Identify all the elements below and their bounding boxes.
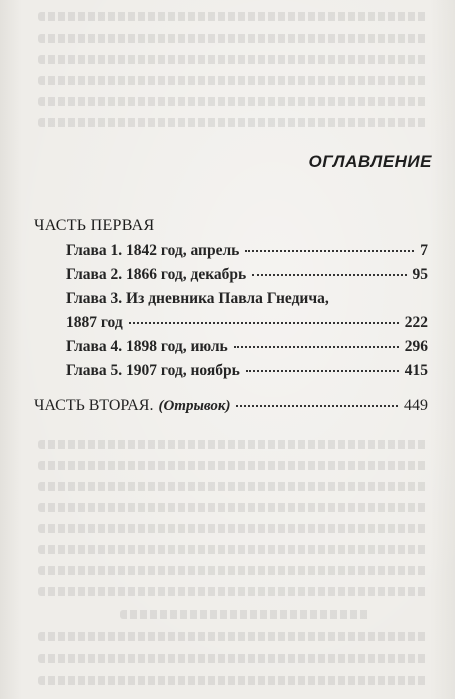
chapter-label: Глава 5. 1907 год, ноябрь	[66, 362, 240, 379]
bleed-through-line	[38, 545, 428, 554]
bleed-through-line	[38, 676, 428, 685]
bleed-through-line	[38, 440, 428, 449]
bleed-through-line	[38, 76, 428, 85]
dot-leader	[245, 248, 414, 252]
chapter-page-number: 415	[404, 362, 428, 379]
toc-heading: ОГЛАВЛЕНИЕ	[308, 152, 432, 171]
bleed-through-line	[120, 610, 370, 619]
bleed-through-line	[38, 566, 428, 575]
toc-entry-chapter-1[interactable]	[66, 242, 428, 260]
chapter-page-number: 296	[404, 338, 428, 355]
dot-leader	[234, 344, 399, 348]
bleed-through-line	[38, 12, 428, 21]
chapter-label: Глава 1. 1842 год, апрель	[66, 242, 240, 259]
chapter-page-number: 95	[412, 266, 428, 283]
toc-entry-chapter-3[interactable]	[66, 314, 428, 332]
bleed-through-line	[38, 55, 428, 64]
bleed-through-line	[38, 587, 428, 596]
toc-entry-part-two[interactable]	[34, 397, 428, 415]
part-two-subtitle: (Отрывок)	[158, 398, 231, 414]
bleed-through-line	[38, 524, 428, 533]
bleed-through-line	[38, 503, 428, 512]
part-two-page-number: 449	[404, 397, 428, 414]
dot-leader	[252, 272, 406, 276]
toc-entry-chapter-2[interactable]	[66, 266, 428, 284]
chapter-page-number: 7	[420, 242, 428, 259]
dot-leader	[129, 320, 399, 324]
chapter-page-number: 222	[404, 314, 428, 331]
dot-leader	[236, 403, 398, 407]
bleed-through-line	[38, 118, 428, 127]
part-two-title: ЧАСТЬ ВТОРАЯ.	[34, 397, 154, 414]
bleed-through-line	[38, 482, 428, 491]
chapter-label: Глава 2. 1866 год, декабрь	[66, 266, 247, 283]
chapter-label: Глава 4. 1898 год, июль	[66, 338, 228, 355]
bleed-through-line	[38, 654, 428, 663]
toc-entry-chapter-3-line-1[interactable]	[66, 290, 428, 308]
chapter-label: Глава 3. Из дневника Павла Гнедича,	[66, 290, 329, 307]
bleed-through-line	[38, 34, 428, 43]
bleed-through-line	[38, 461, 428, 470]
dot-leader	[246, 368, 399, 372]
toc-entry-chapter-4[interactable]	[66, 338, 428, 356]
chapter-label-continued: 1887 год	[66, 314, 123, 331]
bleed-through-line	[38, 632, 428, 641]
part-one-title: ЧАСТЬ ПЕРВАЯ	[34, 217, 155, 234]
toc-entry-chapter-5[interactable]	[66, 362, 428, 380]
bleed-through-line	[38, 97, 428, 106]
